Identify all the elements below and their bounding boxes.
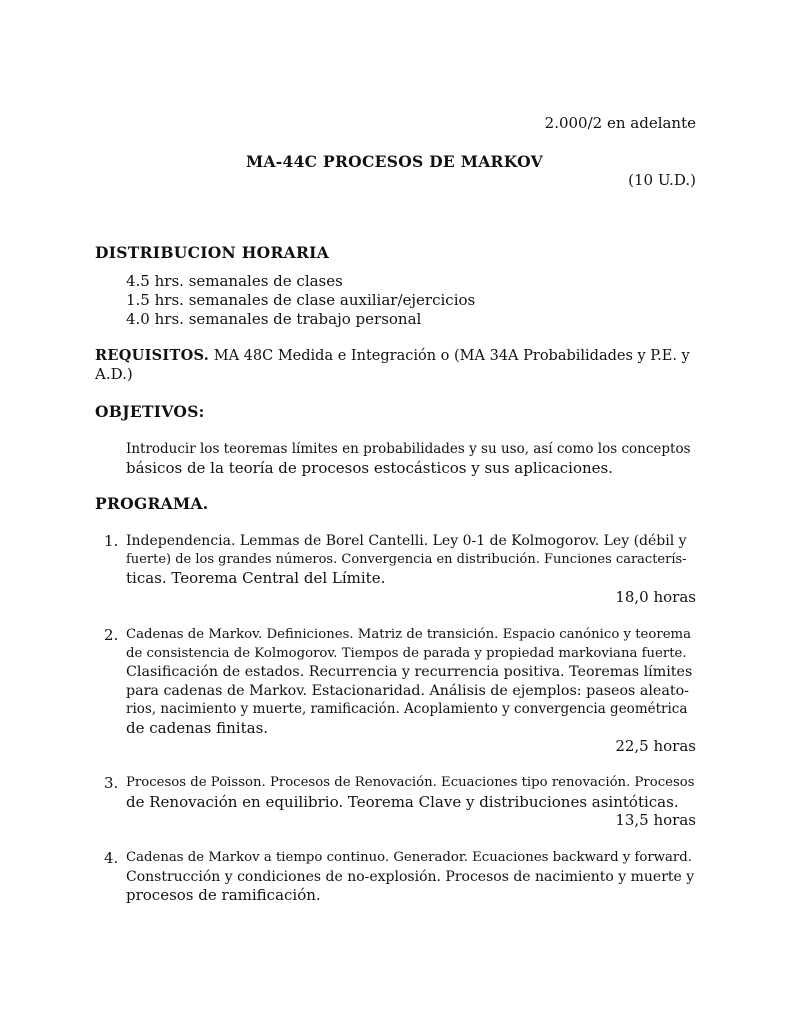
item-line: ticas. Teorema Central del Límite. <box>126 569 386 587</box>
edition-note: 2.000/2 en adelante <box>544 114 696 132</box>
item-line: de cadenas finitas. <box>126 718 269 737</box>
item-line: de consistencia de Kolmogorov. Tiempos de parada y propiedad markoviana fuerte. <box>126 645 687 661</box>
objetivos-line-2: básicos de la teoría de procesos estocásticos y sus aplicaciones. <box>126 459 614 477</box>
programa-item-1 <box>104 532 696 606</box>
item-number: 4. <box>104 849 119 867</box>
item-line: fuerte) de los grandes números. Convergencia en distribución. Funciones caracterís- <box>126 551 687 567</box>
programa-item-3 <box>104 774 696 830</box>
hours-line-3: 4.0 hrs. semanales de trabajo personal <box>126 310 422 328</box>
hours-line-1: 4.5 hrs. semanales de clases <box>126 272 343 290</box>
item-number: 3. <box>104 774 119 792</box>
item-number: 1. <box>104 532 119 550</box>
item-line: Procesos de Poisson. Procesos de Renovación. Ecuaciones tipo renovación. Procesos <box>126 775 695 790</box>
course-title: MA-44C PROCESOS DE MARKOV <box>246 152 543 171</box>
item-line: Cadenas de Markov a tiempo continuo. Generador. Ecuaciones backward y forward. <box>126 850 692 865</box>
item-line: Independencia. Lemmas de Borel Cantelli. Ley 0-1 de Kolmogorov. Ley (débil y <box>126 533 687 549</box>
item-hours: 13,5 horas <box>615 811 696 829</box>
distribucion-heading: DISTRIBUCION HORARIA <box>95 243 330 262</box>
item-line: Construcción y condiciones de no-explosión. Procesos de nacimiento y muerte y <box>126 868 695 885</box>
hours-line-2: 1.5 hrs. semanales de clase auxiliar/ejercicios <box>126 291 476 309</box>
item-hours: 18,0 horas <box>615 587 696 606</box>
item-number: 2. <box>104 626 119 644</box>
item-line: Clasificación de estados. Recurrencia y recurrencia positiva. Teoremas límites <box>126 664 693 680</box>
programa-heading: PROGRAMA. <box>95 494 209 513</box>
item-line: de Renovación en equilibrio. Teorema Clave y distribuciones asintóticas. <box>126 792 679 811</box>
course-units: (10 U.D.) <box>628 171 696 189</box>
requisitos-line-1 <box>95 346 695 366</box>
item-line: Cadenas de Markov. Definiciones. Matriz de transición. Espacio canónico y teorema <box>126 627 691 642</box>
requisitos-text: MA 48C Medida e Integración o (MA 34A Probabilidades y P.E. y <box>213 348 690 364</box>
item-hours: 22,5 horas <box>615 737 696 755</box>
objetivos-heading: OBJETIVOS: <box>95 402 205 421</box>
programa-item-2 <box>104 626 696 756</box>
item-line: procesos de ramificación. <box>126 886 321 904</box>
objetivos-line-1: Introducir los teoremas límites en probabilidades y su uso, así como los conceptos <box>126 441 691 457</box>
requisitos-line-2: A.D.) <box>95 365 133 383</box>
item-line: para cadenas de Markov. Estacionaridad. Análisis de ejemplos: paseos aleato- <box>126 682 689 699</box>
programa-item-4 <box>104 849 696 905</box>
requisitos-label: REQUISITOS. <box>95 347 210 364</box>
item-line: rios, nacimiento y muerte, ramificación. Acoplamiento y convergencia geométrica <box>126 701 688 717</box>
